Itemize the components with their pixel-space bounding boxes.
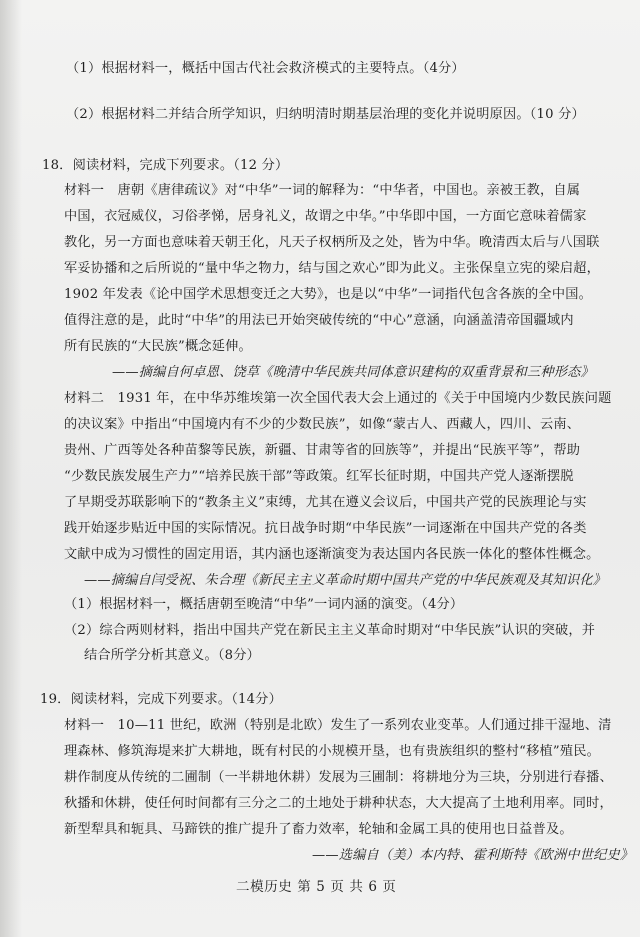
page-edge-shadow xyxy=(0,0,22,937)
q19-m1-line: 秋播和休耕，使任何时间都有三分之二的土地处于耕种状态，大大提高了土地利用率。同时， xyxy=(64,796,613,811)
q18-m1-line: 中国，衣冠威仪，习俗孝悌，居身礼义，故谓之中华。”中华即中国，一方面它意味着儒家 xyxy=(64,209,587,224)
q19-m1-source: ——选编自（美）本内特、霍利斯特《欧洲中世纪史》 xyxy=(312,848,634,863)
q18-m2-line: 贵州、广西等处各种苗黎等民族，新疆、甘肃等省的回族等”，并提出“民族平等”，帮助 xyxy=(64,443,581,458)
q18-m1-line: 值得注意的是，此时“中华”的用法已开始突破传统的“中心”意涵，向涵盖清帝国疆域内 xyxy=(64,313,574,328)
q18-sub2-line: （2）综合两则材料，指出中国共产党在新民主主义革命时期对“中华民族”认识的突破，并 xyxy=(64,623,596,638)
q18-m2-line: 的决议案》中指出“中国境内有不少的少数民族”，如像“蒙古人、西藏人，四川、云南、 xyxy=(64,417,581,432)
q18-m1-line: 1902 年发表《论中国学术思想变迁之大势》，也是以“中华”一词指代包含各族的全中国。 xyxy=(64,287,592,302)
q18-m1-line: 军妥协播和之后所说的“量中华之物力，结与国之欢心”即为此义。主张保皇立宪的梁启超， xyxy=(64,261,600,276)
q18-m2-line: 践开始逐步贴近中国的实际情况。抗日战争时期“中华民族”一词逐渐在中国共产党的各类 xyxy=(64,521,587,536)
q18-m1-line: 所有民族的“大民族”概念延伸。 xyxy=(64,339,252,354)
q18-sub2-line: 结合所学分析其意义。（8分） xyxy=(84,648,261,663)
q19-m1-line: 耕作制度从传统的二圃制（一半耕地休耕）发展为三圃制：将耕地分为三块，分别进行春播、 xyxy=(64,770,613,785)
q18-m1-line: 教化，另一方面也意味着天朝王化，凡天子权柄所及之处，皆为中华。晚清西太后与八国联 xyxy=(64,235,600,250)
q18-m1-line: 材料一 唐朝《唐律疏议》对“中华”一词的解释为：“中华者，中国也。亲被王教，自属 xyxy=(64,183,581,198)
page-footer: 二模历史 第 5 页 共 6 页 xyxy=(236,879,397,895)
q18-header: 18．阅读材料，完成下列要求。（12 分） xyxy=(42,158,289,173)
q18-m2-line: 文献中成为习惯性的固定用语，其内涵也逐渐演变为表达国内各民族一体化的整体性概念。 xyxy=(64,547,600,562)
q18-m2-line: 材料二 1931 年，在中华苏维埃第一次全国代表大会上通过的《关于中国境内少数民族问题 xyxy=(64,391,612,406)
q19-m1-line: 材料一 10—11 世纪，欧洲（特别是北欧）发生了一系列农业变革。人们通过排干湿地、清 xyxy=(64,718,612,733)
q18-m2-line: “少数民族发展生产力”“培养民族干部”等政策。红军长征时期，中国共产党人逐渐摆脱 xyxy=(64,469,574,484)
q17-sub2: （2）根据材料二并结合所学知识，归纳明清时期基层治理的变化并说明原因。（10 分） xyxy=(66,107,585,122)
q18-m1-source: ——摘编自何卓恩、饶草《晚清中华民族共同体意识建构的双重背景和三种形态》 xyxy=(112,365,594,380)
q19-header: 19．阅读材料，完成下列要求。（14分） xyxy=(40,692,282,707)
q18-sub1: （1）根据材料一，概括唐朝至晚清“中华”一词内涵的演变。（4分） xyxy=(64,597,464,612)
q19-m1-line: 理森林、修筑海堤来扩大耕地，既有村民的小规模开垦，也有贵族组织的整村“移植”殖民。 xyxy=(64,744,600,759)
q17-sub1: （1）根据材料一，概括中国古代社会救济模式的主要特点。（4分） xyxy=(66,61,465,76)
q19-m1-line: 新型犁具和轭具、马蹄铁的推广提升了畜力效率，轮轴和金属工具的使用也日益普及。 xyxy=(64,822,573,837)
q18-m2-line: 了早期受苏联影响下的“教条主义”束缚，尤其在遵义会议后，中国共产党的民族理论与实 xyxy=(64,495,587,510)
q18-m2-source: ——摘编自闫受祝、朱合理《新民主主义革命时期中国共产党的中华民族观及其知识化》 xyxy=(84,573,607,588)
